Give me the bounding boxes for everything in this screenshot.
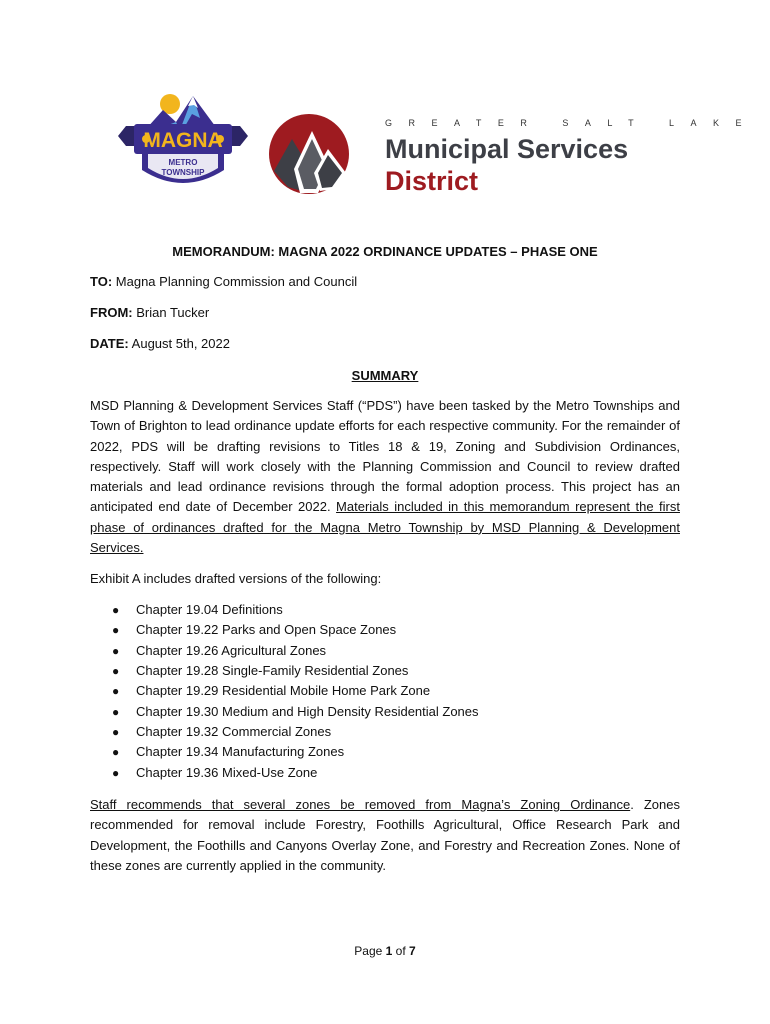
list-item: ● Chapter 19.32 Commercial Zones [112,722,479,742]
summary-heading: SUMMARY [351,368,419,383]
page-current: 1 [385,944,393,958]
list-item: ● Chapter 19.28 Single-Family Residential Zones [112,661,479,681]
to-label: TO: [90,274,113,289]
list-item: ● Chapter 19.34 Manufacturing Zones [112,742,479,762]
to-value: Magna Planning Commission and Council [115,274,358,289]
list-item: ● Chapter 19.36 Mixed-Use Zone [112,763,479,783]
page-total: 7 [409,944,416,958]
list-item: ● Chapter 19.29 Residential Mobile Home Park Zone [112,681,479,701]
bullet-icon: ● [112,684,120,699]
from-value: Brian Tucker [136,305,210,320]
msd-district: District [385,166,479,196]
msd-municipal-services: Municipal Services [385,134,629,164]
list-item: ● Chapter 19.04 Definitions [112,600,479,620]
bullet-icon: ● [112,745,120,760]
of-word: of [395,944,406,958]
memo-title: MEMORANDUM: MAGNA 2022 ORDINANCE UPDATES – PHASE ONE [172,244,598,259]
msd-mountain-logo [268,113,350,195]
bullet-icon: ● [112,623,120,638]
summary-paragraph [90,396,680,558]
bullet-icon: ● [112,704,120,719]
exhibit-intro: Exhibit A includes drafted versions of the following: [90,571,382,586]
bullet-icon: ● [112,643,120,658]
magna-logo-township: TOWNSHIP [161,168,205,177]
date-field [90,336,230,351]
recommendation-text: . Zones recommended for removal include Forestry, Foothills Agricultural, Office Research Park and Development, the Foothills and Canyons Overlay Zone, and Forestry and Recreation Zones. None of these zones are currently applied in the community. [90,797,680,873]
list-item: ● Chapter 19.30 Medium and High Density Residential Zones [112,702,479,722]
magna-logo-metro: METRO [168,158,198,167]
bullet-icon: ● [112,765,120,780]
recommendation-underlined-text: Staff recommends that several zones be removed from Magna’s Zoning Ordinance [90,797,631,812]
summary-underlined-text: Materials included in this memorandum represent the first phase of ordinances drafted for the Magna Metro Township by MSD Planning & Development Services. [90,499,680,556]
chapter-list [112,600,479,783]
msd-wordmark [385,118,759,197]
bullet-icon: ● [112,603,120,617]
date-label: DATE: [90,336,129,351]
list-item: ● Chapter 19.26 Agricultural Zones [112,641,479,661]
page-footer [0,944,770,958]
to-field [90,274,357,289]
magna-logo-name: MAGNA [143,129,223,152]
from-label: FROM: [90,305,133,320]
from-field [90,305,209,320]
summary-text: MSD Planning & Development Services Staff (“PDS”) have been tasked by the Metro Townships and Town of Brighton to lead ordinance update efforts for each respective community. For the remainder of 2022, PDS will be drafting revisions to Titles 18 & 19, Zoning and Subdivision Ordinances, respectively. Staff will work closely with the Planning Commission and Council to review drafted materials and lead ordinance revisions through the formal adoption process. This project has an anticipated end date of December 2022. [90,398,680,515]
date-value: August 5th, 2022 [131,336,230,351]
bullet-icon: ● [112,664,120,679]
magna-metro-township-logo [118,88,248,198]
page-word: Page [354,944,383,958]
list-item: ● Chapter 19.22 Parks and Open Space Zones [112,620,479,640]
recommendation-paragraph [90,795,680,876]
msd-greater-salt-lake: GREATER SALT LAKE [385,118,759,128]
bullet-icon: ● [112,725,120,740]
